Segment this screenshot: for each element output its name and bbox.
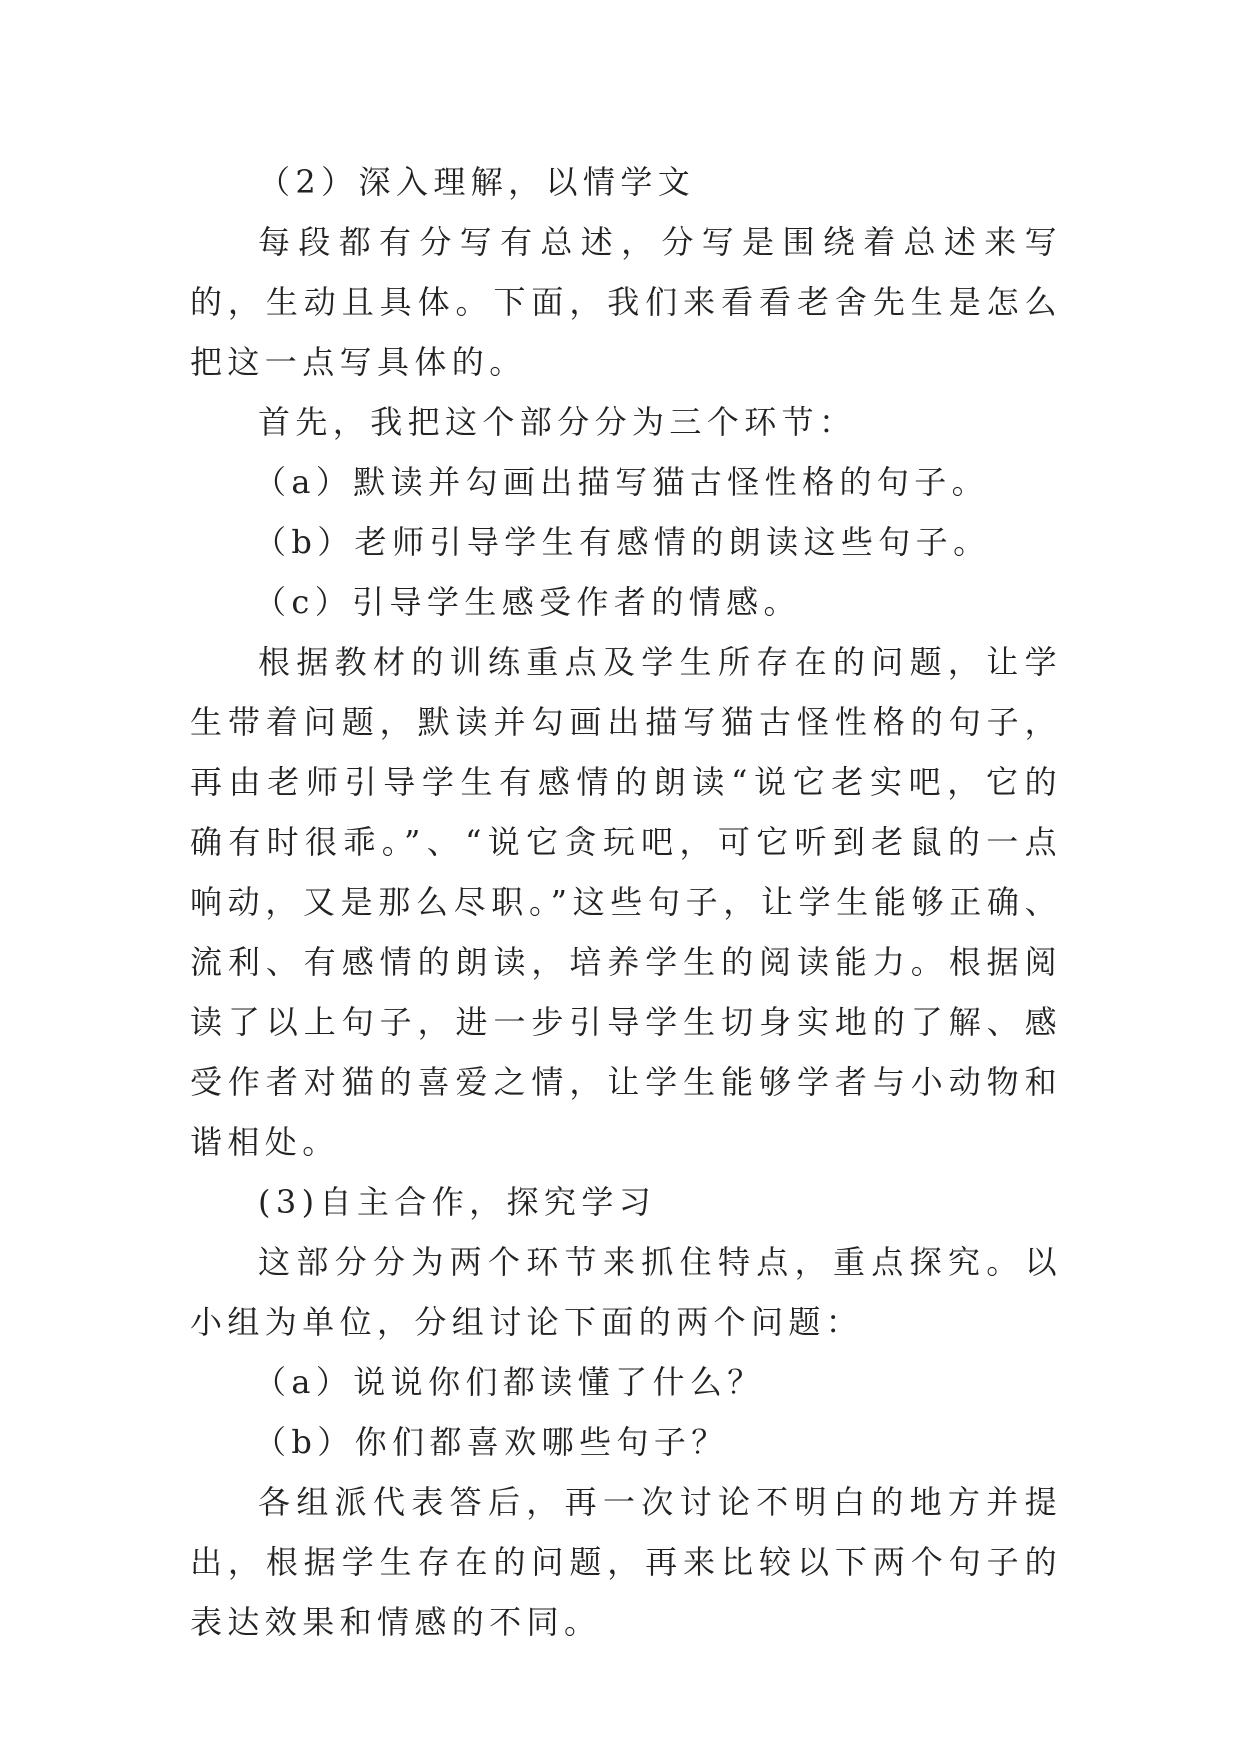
paragraph: 每段都有分写有总述，分写是围绕着总述来写的，生动且具体。下面，我们来看看老舍先生是怎么把这一点写具体的。 xyxy=(190,223,1062,381)
paragraph: 这部分分为两个环节来抓住特点，重点探究。以小组为单位，分组讨论下面的两个问题： xyxy=(190,1243,1062,1341)
list-item: （a）默读并勾画出描写猫古怪性格的句子。 xyxy=(254,463,990,501)
section-heading-3: (3)自主合作，探究学习 xyxy=(258,1183,657,1221)
paragraph: 首先，我把这个部分分为三个环节： xyxy=(258,403,857,441)
document-body xyxy=(190,152,1062,1652)
list-item: （c）引导学生感受作者的情感。 xyxy=(254,583,801,621)
list-item: （b）老师引导学生有感情的朗读这些句子。 xyxy=(254,523,991,561)
section-heading-2: （2）深入理解，以情学文 xyxy=(258,163,696,201)
paragraph: 各组派代表答后，再一次讨论不明白的地方并提出，根据学生存在的问题，再来比较以下两个句子的表达效果和情感的不同。 xyxy=(190,1483,1062,1641)
paragraph: 根据教材的训练重点及学生所存在的问题，让学生带着问题，默读并勾画出描写猫古怪性格的句子，再由老师引导学生有感情的朗读“说它老实吧，它的确有时很乖。”、“说它贪玩吧，可它听到老鼠的一点响动，又是那么尽职。”这些句子，让学生能够正确、流利、有感情的朗读，培养学生的阅读能力。根据阅读了以上句子，进一步引导学生切身实地的了解、感受作者对猫的喜爱之情，让学生能够学者与小动物和谐相处。 xyxy=(190,643,1062,1161)
list-item: （a）说说你们都读懂了什么？ xyxy=(254,1363,765,1401)
list-item: （b）你们都喜欢哪些句子？ xyxy=(254,1423,729,1461)
